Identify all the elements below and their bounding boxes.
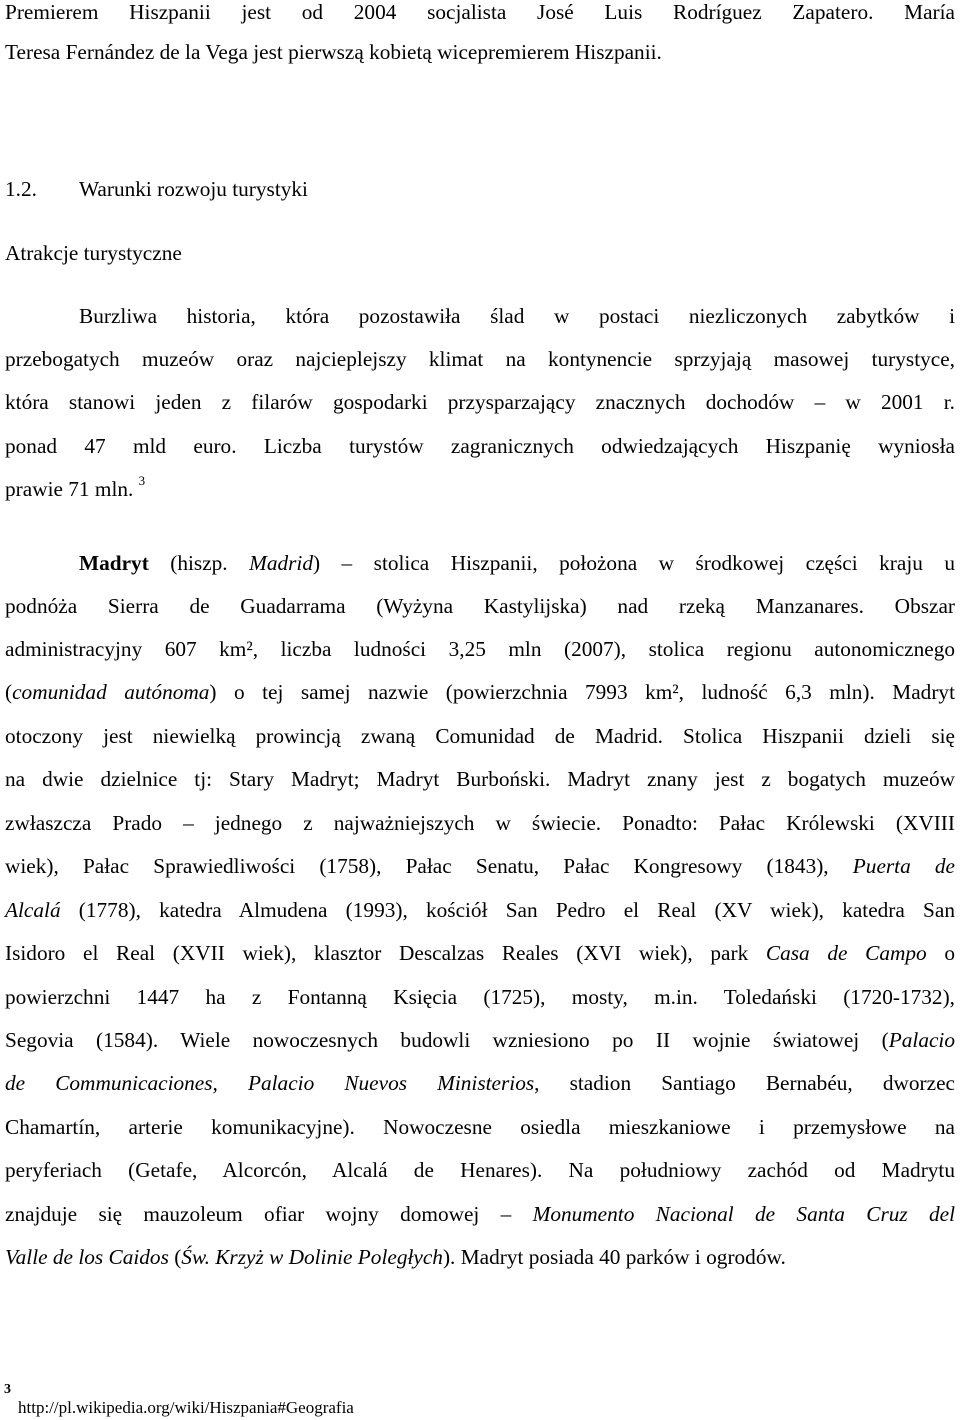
p2-line-11: powierzchni 1447 ha z Fontanną Księcia (1725), mosty, m.in. Toledański (1720-1732), [5, 985, 955, 1009]
section-number: 1.2. [5, 177, 37, 201]
p2-line-5: otoczony jest niewielką prowincją zwaną Comunidad de Madrid. Stolica Hiszpanii dzieli się [5, 724, 955, 748]
p2-line-2: podnóża Sierra de Guadarrama (Wyżyna Kastylijska) nad rzeką Manzanares. Obszar [5, 594, 955, 618]
p2-line-16: znajduje się mauzoleum ofiar wojny domowej – Monumento Nacional de Santa Cruz del [5, 1202, 955, 1226]
p2-line-14: Chamartín, arterie komunikacyjne). Nowoczesne osiedla mieszkaniowe i przemysłowe na [5, 1115, 955, 1139]
p2-line-4: (comunidad autónoma) o tej samej nazwie (powierzchnia 7993 km², ludność 6,3 mln). Madryt [5, 680, 955, 704]
intro-line-2: Teresa Fernández de la Vega jest pierwszą kobietą wicepremierem Hiszpanii. [5, 40, 662, 64]
p2-line-12: Segovia (1584). Wiele nowoczesnych budowli wzniesiono po II wojnie światowej (Palacio [5, 1028, 955, 1052]
p2-line-8: wiek), Pałac Sprawiedliwości (1758), Pałac Senatu, Pałac Kongresowy (1843), Puerta de [5, 854, 955, 878]
p1-line-5: prawie 71 mln. $^3$ [5, 473, 146, 501]
p2-line-17: Valle de los Caidos (Św. Krzyż w Dolinie Poległych). Madryt posiada 40 parków i ogrodów. [5, 1245, 786, 1269]
p1-line-3: która stanowi jeden z filarów gospodarki przysparzający znacznych dochodów – w 2001 r. [5, 390, 955, 414]
intro-line-1: Premierem Hiszpanii jest od 2004 socjalista José Luis Rodríguez Zapatero. María [5, 0, 955, 24]
p2-line-10: Isidoro el Real (XVII wiek), klasztor Descalzas Reales (XVI wiek), park Casa de Campo o [5, 941, 955, 965]
p1-line-2: przebogatych muzeów oraz najcieplejszy klimat na kontynencie sprzyjają masowej turystyce, [5, 347, 955, 371]
footnote-ref[interactable]: 3 [138, 473, 146, 488]
p2-line-13: de Communicaciones, Palacio Nuevos Ministerios, stadion Santiago Bernabéu, dworzec [5, 1071, 955, 1095]
footnote-number: 3 [4, 1382, 11, 1397]
p1-line-1: Burzliwa historia, która pozostawiła ślad w postaci niezliczonych zabytków i [79, 304, 955, 328]
p1-line-4: ponad 47 mld euro. Liczba turystów zagranicznych odwiedzających Hiszpanię wyniosła [5, 434, 955, 458]
madryt-term: Madryt [79, 551, 149, 575]
p2-line-9: Alcalá (1778), katedra Almudena (1993), kościół San Pedro el Real (XV wiek), katedra San [5, 898, 955, 922]
section-subtitle: Atrakcje turystyczne [5, 241, 182, 265]
p2-line-7: zwłaszcza Prado – jednego z najważniejszych w świecie. Ponadto: Pałac Królewski (XVIII [5, 811, 955, 835]
p2-line-6: na dwie dzielnice tj: Stary Madryt; Madryt Burboński. Madryt znany jest z bogatych muzeów [5, 767, 955, 791]
p2-line-15: peryferiach (Getafe, Alcorcón, Alcalá de Henares). Na południowy zachód od Madrytu [5, 1158, 955, 1182]
footnote-link[interactable]: http://pl.wikipedia.org/wiki/Hiszpania#Geografia [18, 1398, 354, 1417]
p2-line-1: Madryt (hiszp. Madrid) – stolica Hiszpanii, położona w środkowej części kraju u [79, 551, 955, 575]
section-title: Warunki rozwoju turystyki [79, 177, 308, 201]
p2-line-3: administracyjny 607 km², liczba ludności 3,25 mln (2007), stolica regionu autonomicznego [5, 637, 955, 661]
